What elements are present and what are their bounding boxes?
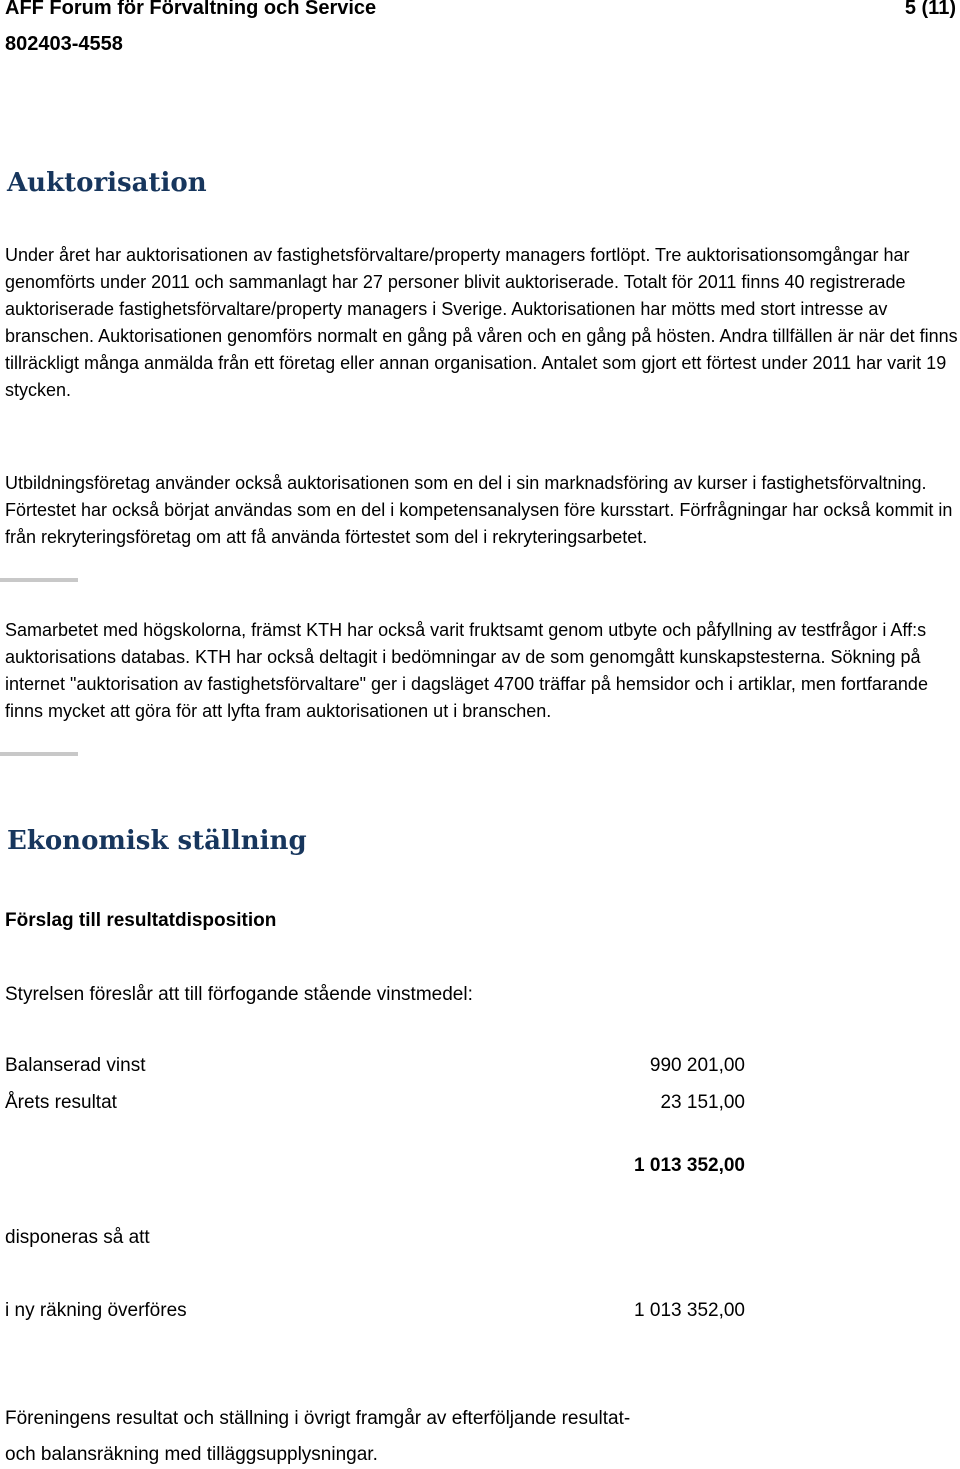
balanserad-vinst-amount: 990 201,00 [649,1055,745,1076]
arets-resultat-label: Årets resultat [5,1092,117,1113]
arets-resultat-amount: 23 151,00 [660,1092,745,1113]
total-amount: 1 013 352,00 [634,1155,745,1176]
closing-line-1: Föreningens resultat och ställning i övrigt framgår av efterföljande resultat- [5,1408,631,1429]
header-page-number: 5 (11) [904,0,956,19]
ny-rakning-label: i ny räkning överföres [5,1300,187,1321]
balanserad-vinst-label: Balanserad vinst [5,1055,146,1076]
header-org-number: 802403-4558 [5,33,123,55]
disposition-intro: Styrelsen föreslår att till förfogande stående vinstmedel: [5,984,473,1005]
header-organization-name: AFF Forum för Förvaltning och Service [5,0,377,19]
ny-rakning-amount: 1 013 352,00 [634,1300,745,1321]
auktorisation-paragraph-2: Utbildningsföretag använder också auktorisationen som en del i sin marknadsföring av kurser i fastighetsförvaltning. Förtestet har också börjat användas som en del i kompetensanalysen före kursstart. Förfrågningar har också kommit in från rekryteringsföretag om att få använda förtestet som del i rekryteringsarbetet. [5,473,953,547]
auktorisation-paragraph-3: Samarbetet med högskolorna, främst KTH har också varit fruktsamt genom utbyte och påfyllning av testfrågor i Aff:s auktorisations databas. KTH har också deltagit i bedömningar av de som genomgått kunskapstesterna. Sökning på internet "auktorisation av fastighetsförvaltare" ger i dagsläget 4700 träffar på hemsidor och i artiklar, men fortfarande finns mycket att göra för att lyfta fram auktorisationen ut i branschen. [5,620,928,721]
closing-line-2: och balansräkning med tilläggsupplysningar. [5,1444,378,1465]
separator [0,752,78,756]
resultatdisposition-subheading: Förslag till resultatdisposition [5,910,277,931]
auktorisation-heading: Auktorisation [7,168,207,198]
auktorisation-paragraph-1: Under året har auktorisationen av fastighetsförvaltare/property managers fortlöpt. Tre auktorisationsomgångar har genomförts under 2011 och sammanlagt har 27 personer blivit auktoriserade. Totalt för 2011 finns 40 registrerade auktoriserade fastighetsförvaltare/property managers i Sverige. Auktorisationen har mötts med stort intresse av branschen. Auktorisationen genomförs normalt en gång på våren och en gång på hösten. Andra tillfällen är när det finns tillräckligt många anmälda från ett företag eller annan organisation. Antalet som gjort ett förtest under 2011 har varit 19 stycken. [5,245,958,400]
disponeras-label: disponeras så att [5,1227,150,1248]
separator [0,578,78,582]
ekonomisk-stallning-heading: Ekonomisk ställning [7,826,307,856]
